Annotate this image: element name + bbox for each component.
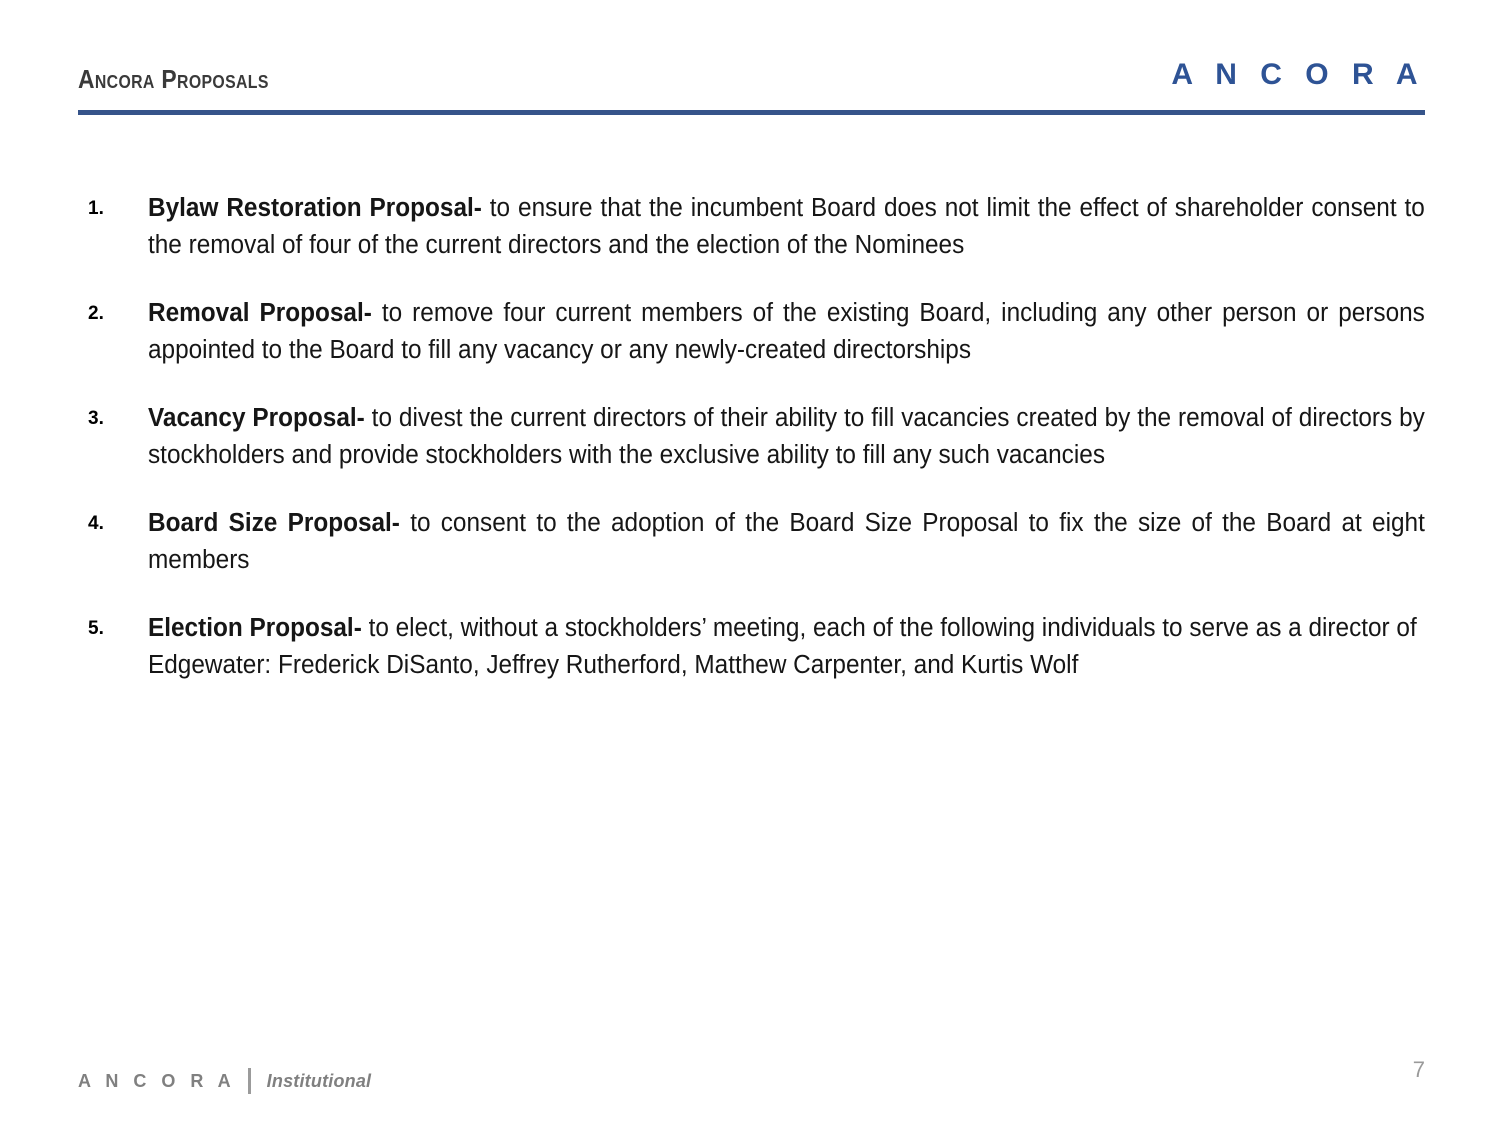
list-item-number: 1. (88, 198, 104, 219)
slide-header (78, 58, 1425, 114)
list-item-text (148, 400, 1425, 475)
list-item-body: to ensure that the incumbent Board does not limit the effect of shareholder consent to the removal of four of the current directors and the election of the Nominees (148, 194, 1425, 260)
list-item-body: to consent to the adoption of the Board Size Proposal to fix the size of the Board at eight members (148, 508, 1425, 575)
list-item (78, 295, 1425, 370)
footer-brand-institutional: Institutional (266, 1070, 372, 1091)
list-item-lead: Election Proposal- (148, 613, 362, 642)
list-item-lead: Vacancy Proposal- (148, 403, 365, 432)
header-divider-rule (78, 110, 1425, 115)
footer-brand-ancora: A N C O R A (78, 1070, 236, 1091)
proposals-list (78, 190, 1425, 715)
list-item-number: 2. (88, 302, 104, 324)
list-item (78, 400, 1425, 475)
slide-footer (78, 1065, 371, 1097)
list-item-lead: Bylaw Restoration Proposal- (148, 194, 482, 222)
list-item-body: to divest the current directors of their ability to fill vacancies created by the removal of directors by stockholders and provide stockholders with the exclusive ability to fill any such vacancies (148, 403, 1425, 470)
list-item-number: 3. (88, 407, 104, 429)
page-title: Ancora Proposals (78, 64, 269, 94)
ancora-logo: A N C O R A (1171, 58, 1425, 91)
list-item-text (148, 295, 1425, 370)
page-number: 7 (1412, 1057, 1425, 1082)
list-item-body: to elect, without a stockholders’ meeting, each of the following individuals to serve as a director of Edgewater: Frederick DiSanto, Jeffrey Rutherford, Matthew Carpenter, and Kurtis Wolf (148, 613, 1417, 680)
list-item (78, 190, 1425, 265)
list-item-lead: Board Size Proposal- (148, 508, 400, 537)
list-item-text (148, 505, 1425, 580)
list-item (78, 610, 1425, 685)
list-item-text (148, 610, 1425, 685)
list-item-number: 4. (88, 512, 104, 534)
list-item (78, 505, 1425, 580)
footer-divider (248, 1068, 251, 1094)
list-item-lead: Removal Proposal- (148, 298, 372, 327)
list-item-number: 5. (88, 617, 104, 639)
list-item-body: to remove four current members of the existing Board, including any other person or persons appointed to the Board to fill any vacancy or any newly-created directorships (148, 298, 1425, 365)
list-item-text (148, 190, 1425, 265)
